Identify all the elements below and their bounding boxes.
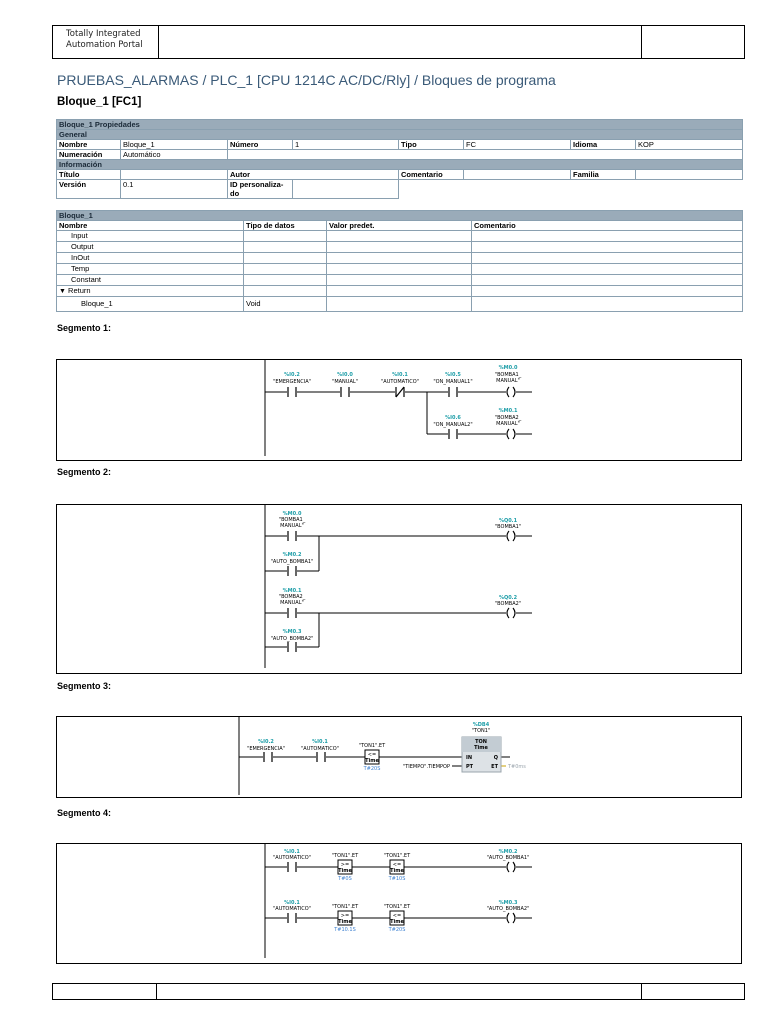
interface-row-constant: Constant xyxy=(57,275,244,286)
ton-type: Time xyxy=(474,745,488,751)
id-personalizado-label: ID personaliza-do xyxy=(228,180,293,199)
operand-address: %I0.2 xyxy=(258,739,274,745)
compare-operator: >= xyxy=(340,913,350,919)
operand-name: "AUTO_BOMBA2" xyxy=(486,906,530,912)
compare-operand: "TON1".ET xyxy=(331,904,359,910)
expand-triangle-icon[interactable]: ▼ xyxy=(59,288,66,295)
operand-address: %Q0.1 xyxy=(498,518,518,524)
operand-name: "BOMBA2_ xyxy=(494,415,522,421)
nombre-label: Nombre xyxy=(57,140,121,150)
idioma-label: Idioma xyxy=(571,140,636,150)
operand-name: "ON_MANUAL2" xyxy=(433,422,473,428)
numero-value: 1 xyxy=(293,140,399,150)
contact-icon xyxy=(288,608,296,618)
coil-icon xyxy=(507,429,515,439)
operand-address: %I0.5 xyxy=(445,372,461,378)
ton-pin-q: Q xyxy=(493,755,498,761)
compare-constant: T#10.1S xyxy=(334,927,356,933)
operand-address: %I0.1 xyxy=(392,372,408,378)
operand-address: %M0.2 xyxy=(498,849,518,855)
compare-operator: <= xyxy=(392,862,402,868)
operand-address: %I0.6 xyxy=(445,415,461,421)
operand-name: "AUTO_BOMBA2" xyxy=(270,636,314,642)
contact-icon xyxy=(288,531,296,541)
contact-icon xyxy=(449,387,457,397)
operand-address: %M0.0 xyxy=(498,365,518,371)
coil-icon xyxy=(507,531,515,541)
ton-title: TON xyxy=(475,739,487,745)
return-type: Void xyxy=(244,297,327,312)
instance-db-name: "TON1" xyxy=(471,728,491,734)
interface-row-temp: Temp xyxy=(57,264,244,275)
operand-name: "BOMBA1_ xyxy=(494,372,522,378)
compare-type: Time xyxy=(390,919,404,925)
operand-name: "BOMBA1" xyxy=(494,524,522,530)
operand-address: %M0.1 xyxy=(498,408,518,414)
operand-address: %I0.1 xyxy=(284,900,300,906)
familia-label: Familia xyxy=(571,170,636,180)
segment4-label: Segmento 4: xyxy=(57,808,112,818)
instance-db-address: %DB4 xyxy=(472,722,490,728)
tipo-value: FC xyxy=(464,140,571,150)
contact-icon xyxy=(317,752,325,762)
operand-name: "EMERGENCIA" xyxy=(247,746,285,752)
operand-name: "AUTOMATICO" xyxy=(381,379,419,385)
pt-operand: "TIEMPO".TIEMPOP xyxy=(402,764,450,770)
segment2-label: Segmento 2: xyxy=(57,467,112,477)
segment3-label: Segmento 3: xyxy=(57,681,112,691)
operand-address: %M0.3 xyxy=(498,900,518,906)
operand-name: MANUAL" xyxy=(496,421,520,427)
operand-name: "BOMBA2" xyxy=(494,601,522,607)
header-line1: Totally Integrated xyxy=(66,29,141,39)
informacion-section: Información xyxy=(57,160,743,170)
operand-address: %I0.2 xyxy=(284,372,300,378)
version-value: 0.1 xyxy=(121,180,228,199)
compare-type: Time xyxy=(338,919,352,925)
interface-row-input: Input xyxy=(57,231,244,242)
ton-pin-et: ET xyxy=(491,764,498,770)
operand-address: %I0.1 xyxy=(312,739,328,745)
operand-name: "MANUAL" xyxy=(332,379,358,385)
contact-icon xyxy=(288,862,296,872)
operand-name: "AUTOMATICO" xyxy=(301,746,339,752)
contact-icon xyxy=(341,387,349,397)
operand-name: "AUTOMATICO" xyxy=(273,906,311,912)
contact-icon xyxy=(264,752,272,762)
operand-address: %Q0.2 xyxy=(498,595,518,601)
operand-name: "BOMBA2_ xyxy=(278,594,306,600)
tipo-label: Tipo xyxy=(399,140,464,150)
operand-name: MANUAL" xyxy=(280,600,304,606)
operand-name: MANUAL" xyxy=(280,523,304,529)
comentario-label: Comentario xyxy=(399,170,464,180)
footer-divider xyxy=(156,984,157,999)
coil-icon xyxy=(507,608,515,618)
numeracion-value: Automático xyxy=(121,150,228,160)
col-header-tipo: Tipo de datos xyxy=(244,221,327,231)
coil-icon xyxy=(507,387,515,397)
numero-label: Número xyxy=(228,140,293,150)
compare-operand: "TON1".ET xyxy=(331,853,359,859)
contact-icon xyxy=(449,429,457,439)
autor-label: Autor xyxy=(228,170,399,180)
contact-icon xyxy=(288,642,296,652)
interface-row-inout: InOut xyxy=(57,253,244,264)
compare-operand: "TON1".ET xyxy=(358,743,386,749)
page-footer-frame xyxy=(52,983,745,1000)
operand-address: %M0.0 xyxy=(282,511,302,517)
operand-name: "ON_MANUAL1" xyxy=(433,379,473,385)
compare-constant: T#0S xyxy=(338,876,352,882)
contact-icon xyxy=(288,566,296,576)
contact-icon xyxy=(288,387,296,397)
idioma-value: KOP xyxy=(636,140,743,150)
titulo-label: Título xyxy=(57,170,121,180)
operand-name: "AUTO_BOMBA1" xyxy=(486,855,530,861)
compare-constant: T#20S xyxy=(363,766,381,772)
ton-pin-in: IN xyxy=(466,755,473,761)
ton-pin-pt: PT xyxy=(466,764,474,770)
operand-name: "EMERGENCIA" xyxy=(273,379,311,385)
block-title: Bloque_1 [FC1] xyxy=(57,96,142,108)
compare-type: Time xyxy=(338,868,352,874)
header-line2: Automation Portal xyxy=(66,40,143,50)
return-label: Return xyxy=(68,286,91,295)
general-section: General xyxy=(57,130,743,140)
operand-name: "AUTOMATICO" xyxy=(273,855,311,861)
compare-operand: "TON1".ET xyxy=(383,904,411,910)
compare-operator: >= xyxy=(340,862,350,868)
properties-caption: Bloque_1 Propiedades xyxy=(57,120,743,130)
numeracion-label: Numeración xyxy=(57,150,121,160)
col-header-valor: Valor predet. xyxy=(327,221,472,231)
operand-address: %I0.0 xyxy=(337,372,353,378)
operand-address: %M0.2 xyxy=(282,552,302,558)
col-header-comentario: Comentario xyxy=(472,221,743,231)
nombre-value: Bloque_1 xyxy=(121,140,228,150)
version-label: Versión xyxy=(57,180,121,199)
contact-icon xyxy=(288,913,296,923)
compare-constant: T#10S xyxy=(388,876,406,882)
col-header-nombre: Nombre xyxy=(57,221,244,231)
et-operand: T#0ms xyxy=(508,764,526,770)
compare-type: Time xyxy=(365,758,379,764)
coil-icon xyxy=(507,913,515,923)
return-name: Bloque_1 xyxy=(57,297,244,312)
interface-row-output: Output xyxy=(57,242,244,253)
segment1-label: Segmento 1: xyxy=(57,323,112,333)
compare-operator: <= xyxy=(392,913,402,919)
operand-name: "AUTO_BOMBA1" xyxy=(270,559,314,565)
footer-divider xyxy=(641,984,642,999)
operand-address: %M0.1 xyxy=(282,588,302,594)
compare-constant: T#20S xyxy=(388,927,406,933)
compare-operator: <= xyxy=(367,752,377,758)
operand-name: "BOMBA1_ xyxy=(278,517,306,523)
page-title: PRUEBAS_ALARMAS / PLC_1 [CPU 1214C AC/DC/Rly] / Bloques de programa xyxy=(57,72,556,88)
compare-type: Time xyxy=(390,868,404,874)
interface-caption: Bloque_1 xyxy=(57,211,743,221)
operand-address: %I0.1 xyxy=(284,849,300,855)
operand-address: %M0.3 xyxy=(282,629,302,635)
nc-contact-icon xyxy=(396,387,404,397)
operand-name: MANUAL" xyxy=(496,378,520,384)
coil-icon xyxy=(507,862,515,872)
compare-operand: "TON1".ET xyxy=(383,853,411,859)
